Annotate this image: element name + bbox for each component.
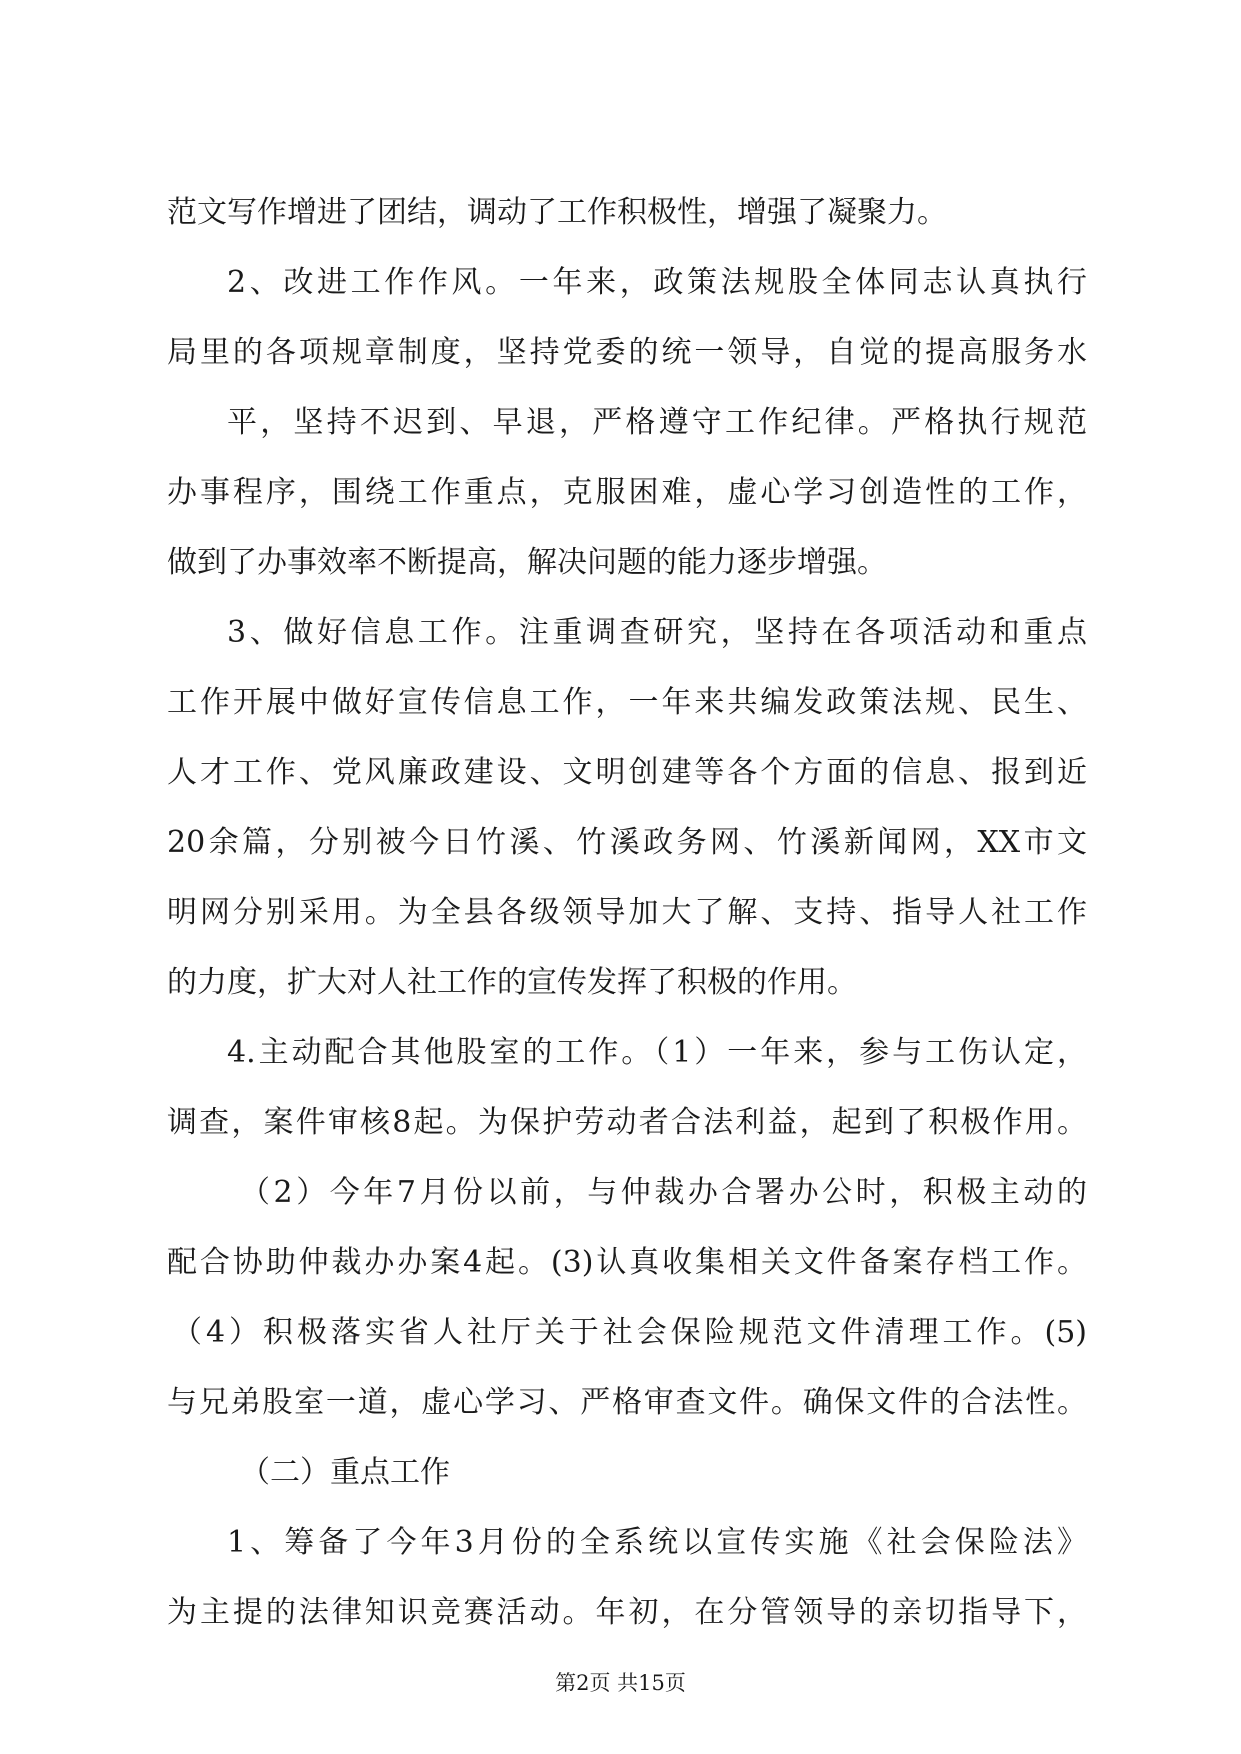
text-line: 做到了办事效率不断提高，解决问题的能力逐步增强。 (167, 545, 887, 580)
text-line: 平，坚持不迟到、早退，严格遵守工作纪律。严格执行规范 (227, 405, 1087, 440)
text-line: 与兄弟股室一道，虚心学习、严格审查文件。确保文件的合法性。 (167, 1385, 1087, 1420)
text-line: 3、做好信息工作。注重调查研究，坚持在各项活动和重点 (227, 615, 1087, 650)
text-line: （2）今年7月份以前，与仲裁办合署办公时，积极主动的 (240, 1175, 1087, 1210)
text-line: 范文写作增进了团结，调动了工作积极性，增强了凝聚力。 (167, 195, 947, 230)
text-line: 20余篇，分别被今日竹溪、竹溪政务网、竹溪新闻网，XX市文 (167, 825, 1087, 860)
text-line: 明网分别采用。为全县各级领导加大了解、支持、指导人社工作 (167, 895, 1087, 930)
text-line: 人才工作、党风廉政建设、文明创建等各个方面的信息、报到近 (167, 755, 1087, 790)
text-line: （4）积极落实省人社厅关于社会保险规范文件清理工作。(5) (172, 1315, 1087, 1350)
text-line: 的力度，扩大对人社工作的宣传发挥了积极的作用。 (167, 965, 857, 1000)
text-line: 局里的各项规章制度，坚持党委的统一领导，自觉的提高服务水 (167, 335, 1087, 370)
text-line: 调查，案件审核8起。为保护劳动者合法利益，起到了积极作用。 (167, 1105, 1087, 1140)
text-line: 4.主动配合其他股室的工作。（1）一年来，参与工伤认定， (227, 1035, 1087, 1070)
text-line: 工作开展中做好宣传信息工作，一年来共编发政策法规、民生、 (167, 685, 1087, 720)
text-line: 2、改进工作作风。一年来，政策法规股全体同志认真执行 (227, 265, 1087, 300)
section-heading: （二）重点工作 (240, 1455, 450, 1490)
text-line: 1、筹备了今年3月份的全系统以宣传实施《社会保险法》 (227, 1525, 1087, 1560)
text-line: 办事程序，围绕工作重点，克服困难，虚心学习创造性的工作， (167, 475, 1087, 510)
page-number-footer: 第2页 共15页 (555, 1671, 686, 1695)
text-line: 为主提的法律知识竞赛活动。年初，在分管领导的亲切指导下， (167, 1595, 1087, 1630)
text-line: 配合协助仲裁办办案4起。(3)认真收集相关文件备案存档工作。 (167, 1245, 1087, 1280)
